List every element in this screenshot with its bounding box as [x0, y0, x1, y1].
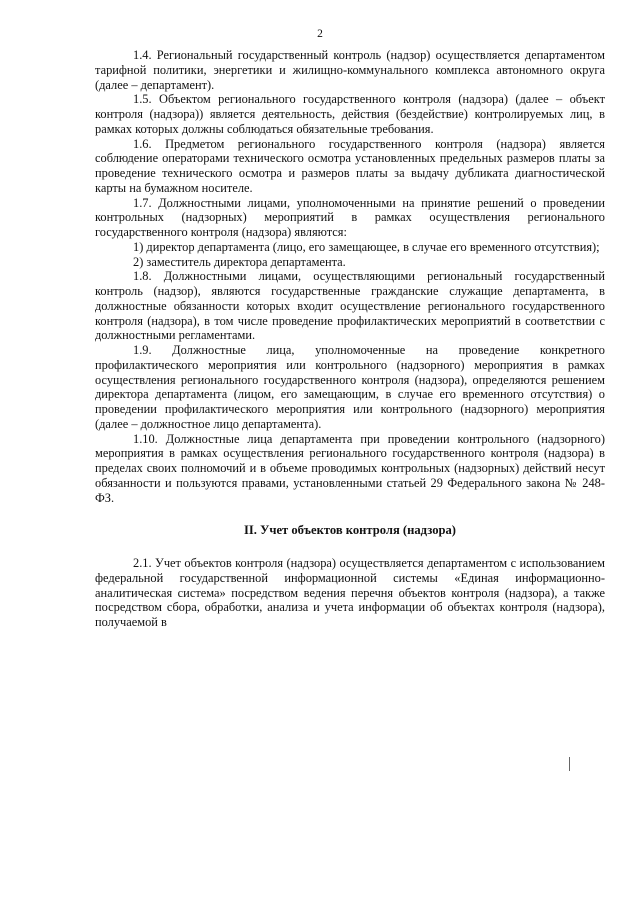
- margin-mark: [569, 757, 570, 771]
- paragraph-1-10: 1.10. Должностные лица департамента при проведении контрольного (надзорного) мероприятия в рамках осуществления регионального государственного контроля (надзора) в пределах своих полномочий и в объеме проводимых контрольных (надзорных) действий несут обязанности и пользуются правами, установленными статьей 29 Федерального закона № 248-ФЗ.: [95, 431, 605, 505]
- paragraph-1-6: 1.6. Предметом регионального государственного контроля (надзора) является соблюдение операторами технического осмотра установленных предельных размеров платы за проведение технического осмотра и размеров платы за выдачу дубликата диагностической карты на бумажном носителе.: [95, 136, 605, 195]
- paragraph-1-4: 1.4. Региональный государственный контроль (надзор) осуществляется департаментом тарифной политики, энергетики и жилищно-коммунального комплекса автономного округа (далее – департамент).: [95, 48, 605, 92]
- document-body: [95, 48, 605, 630]
- section-title: II. Учет объектов контроля (надзора): [244, 523, 456, 538]
- list-item-1: 1) директор департамента (лицо, его замещающее, в случае его временного отсутствия);: [133, 239, 600, 254]
- list-item-2: 2) заместитель директора департамента.: [133, 254, 346, 269]
- page-number: 2: [317, 28, 323, 40]
- paragraph-1-9: 1.9. Должностные лица, уполномоченные на проведение конкретного профилактического мероприятия или контрольного (надзорного) мероприятия в рамках осуществления регионального государственного контроля (надзора), определяются решением директора департамента (лицом, его замещающим, в случае его временного отсутствия) о проведении профилактического мероприятия или контрольного (надзорного) мероприятия (далее – должностное лицо департамента).: [95, 343, 605, 431]
- paragraph-1-7: 1.7. Должностными лицами, уполномоченными на принятие решений о проведении контрольных (надзорных) мероприятий в рамках осуществления регионального государственного контроля (надзора) являются:: [95, 195, 605, 239]
- paragraph-1-5: 1.5. Объектом регионального государственного контроля (надзора) (далее – объект контроля (надзора)) является деятельность, действия (бездействие) контролируемых лиц, в рамках которых должны соблюдаться обязательные требования.: [95, 92, 605, 136]
- paragraph-1-8: 1.8. Должностными лицами, осуществляющими региональный государственный контроль (надзор), являются государственные гражданские служащие департамента, в должностные обязанности которых входит осуществление регионального государственного контроля (надзора), в том числе проведение профилактических мероприятий в соответствии с должностными регламентами.: [95, 269, 605, 343]
- paragraph-2-1: 2.1. Учет объектов контроля (надзора) осуществляется департаментом с использованием федеральной государственной информационной системы «Единая информационно-аналитическая система» посредством ведения перечня объектов контроля (надзора), а также посредством сбора, обработки, анализа и учета информации об объектах контроля (надзора), получаемой в: [95, 556, 605, 629]
